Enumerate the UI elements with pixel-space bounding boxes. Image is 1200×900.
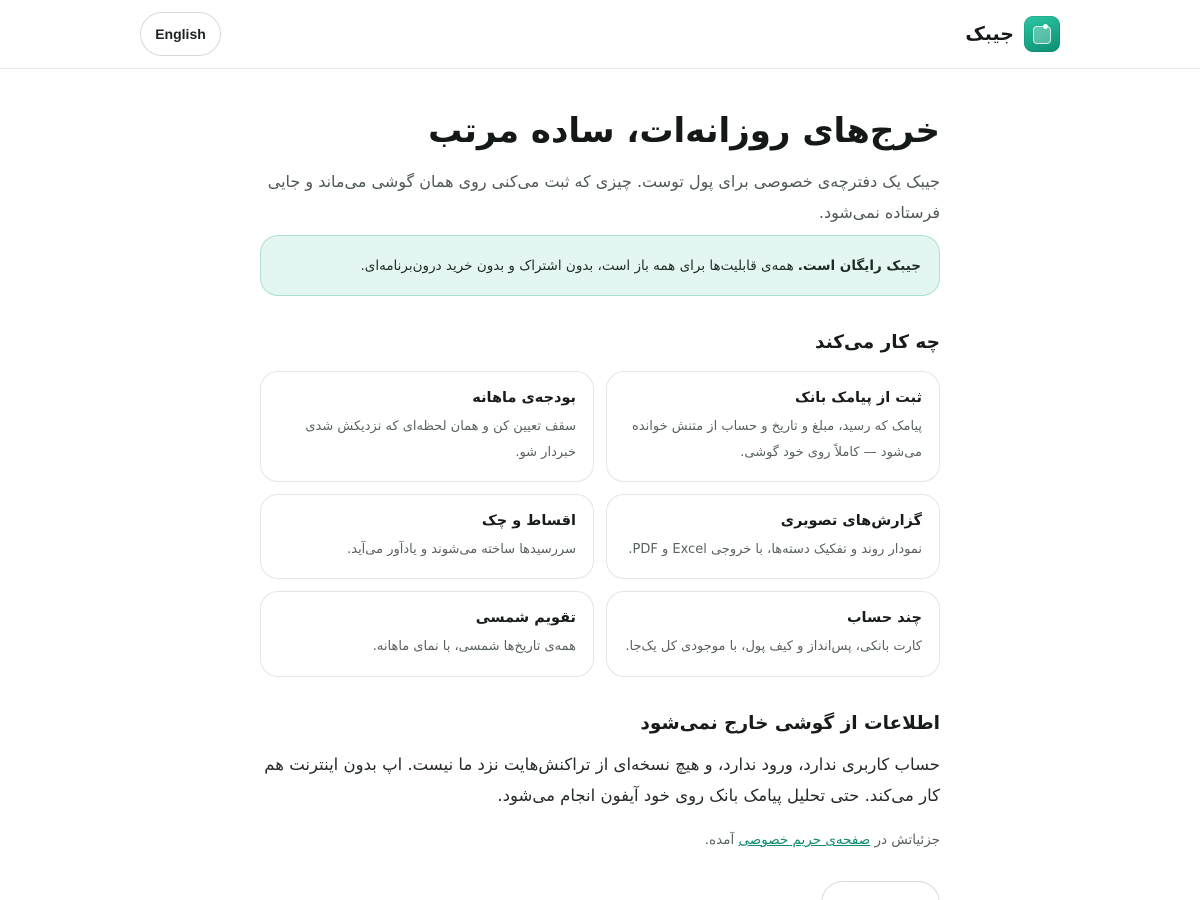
feature-desc: سقف تعیین کن و همان لحظه‌ای که نزدیکش شدی خبردار شو. [305, 419, 576, 460]
feature-title: چند حساب [846, 610, 922, 626]
features-title: چه کار می‌کند [815, 332, 940, 353]
feature-title: ثبت از پیامک بانک [795, 390, 922, 406]
feature-title: تقویم شمسی [475, 610, 576, 626]
privacy-note [260, 828, 940, 852]
notice-strong: جیبک رایگان است. [797, 257, 921, 274]
feature-desc: پیامک که رسید، مبلغ و تاریخ و حساب از متنش خوانده می‌شود — کاملاً روی خود گوشی. [632, 419, 922, 460]
privacy-note-suffix: آمده. [704, 832, 735, 848]
hero-lead: جیبک یک دفترچه‌ی خصوصی برای پول توست. چیزی که ثبت می‌کنی روی همان گوشی می‌ماند و جایی فرستاده نمی‌شود. [267, 172, 940, 222]
wallet-icon [1024, 16, 1060, 52]
brand[interactable] [965, 16, 1060, 52]
bottom-button[interactable] [821, 881, 940, 900]
privacy-title: اطلاعات از گوشی خارج نمی‌شود [640, 713, 940, 734]
feature-title: اقساط و چک [481, 513, 576, 529]
privacy-body: حساب کاربری ندارد، ورود ندارد، و هیچ نسخه‌ای از تراکنش‌هایت نزد ما نیست. اپ بدون اینترنت هم کار می‌کند. حتی تحلیل پیامک بانک روی خود آیفون انجام می‌شود. [264, 755, 940, 805]
feature-card [606, 371, 940, 482]
privacy-note-prefix: جزئیاتش در [874, 832, 940, 848]
feature-title: گزارش‌های تصویری [780, 513, 922, 529]
feature-desc: کارت بانکی، پس‌انداز و کیف پول، با موجودی کل یک‌جا. [625, 639, 922, 654]
free-notice [260, 235, 940, 296]
brand-name: جیبک [965, 23, 1014, 45]
top-bar [0, 0, 1200, 69]
notice-text: همه‌ی قابلیت‌ها برای همه باز است، بدون اشتراک و بدون خرید درون‌برنامه‌ای. [360, 257, 794, 274]
feature-title: بودجه‌ی ماهانه [472, 390, 576, 406]
feature-card [606, 494, 940, 579]
privacy-policy-link[interactable]: صفحه‌ی حریم خصوصی [738, 832, 871, 848]
feature-card [260, 371, 594, 482]
feature-desc: نمودار روند و تفکیک دسته‌ها، با خروجی Excel و PDF. [628, 542, 922, 557]
feature-card [260, 591, 594, 677]
page-title: خرج‌های روزانه‌ات، ساده مرتب [428, 111, 940, 151]
feature-card [260, 494, 594, 579]
language-toggle-button[interactable]: English [140, 12, 221, 56]
feature-desc: سررسیدها ساخته می‌شوند و یادآور می‌آید. [347, 542, 576, 557]
feature-desc: همه‌ی تاریخ‌ها شمسی، با نمای ماهانه. [372, 639, 576, 654]
feature-card [606, 591, 940, 677]
